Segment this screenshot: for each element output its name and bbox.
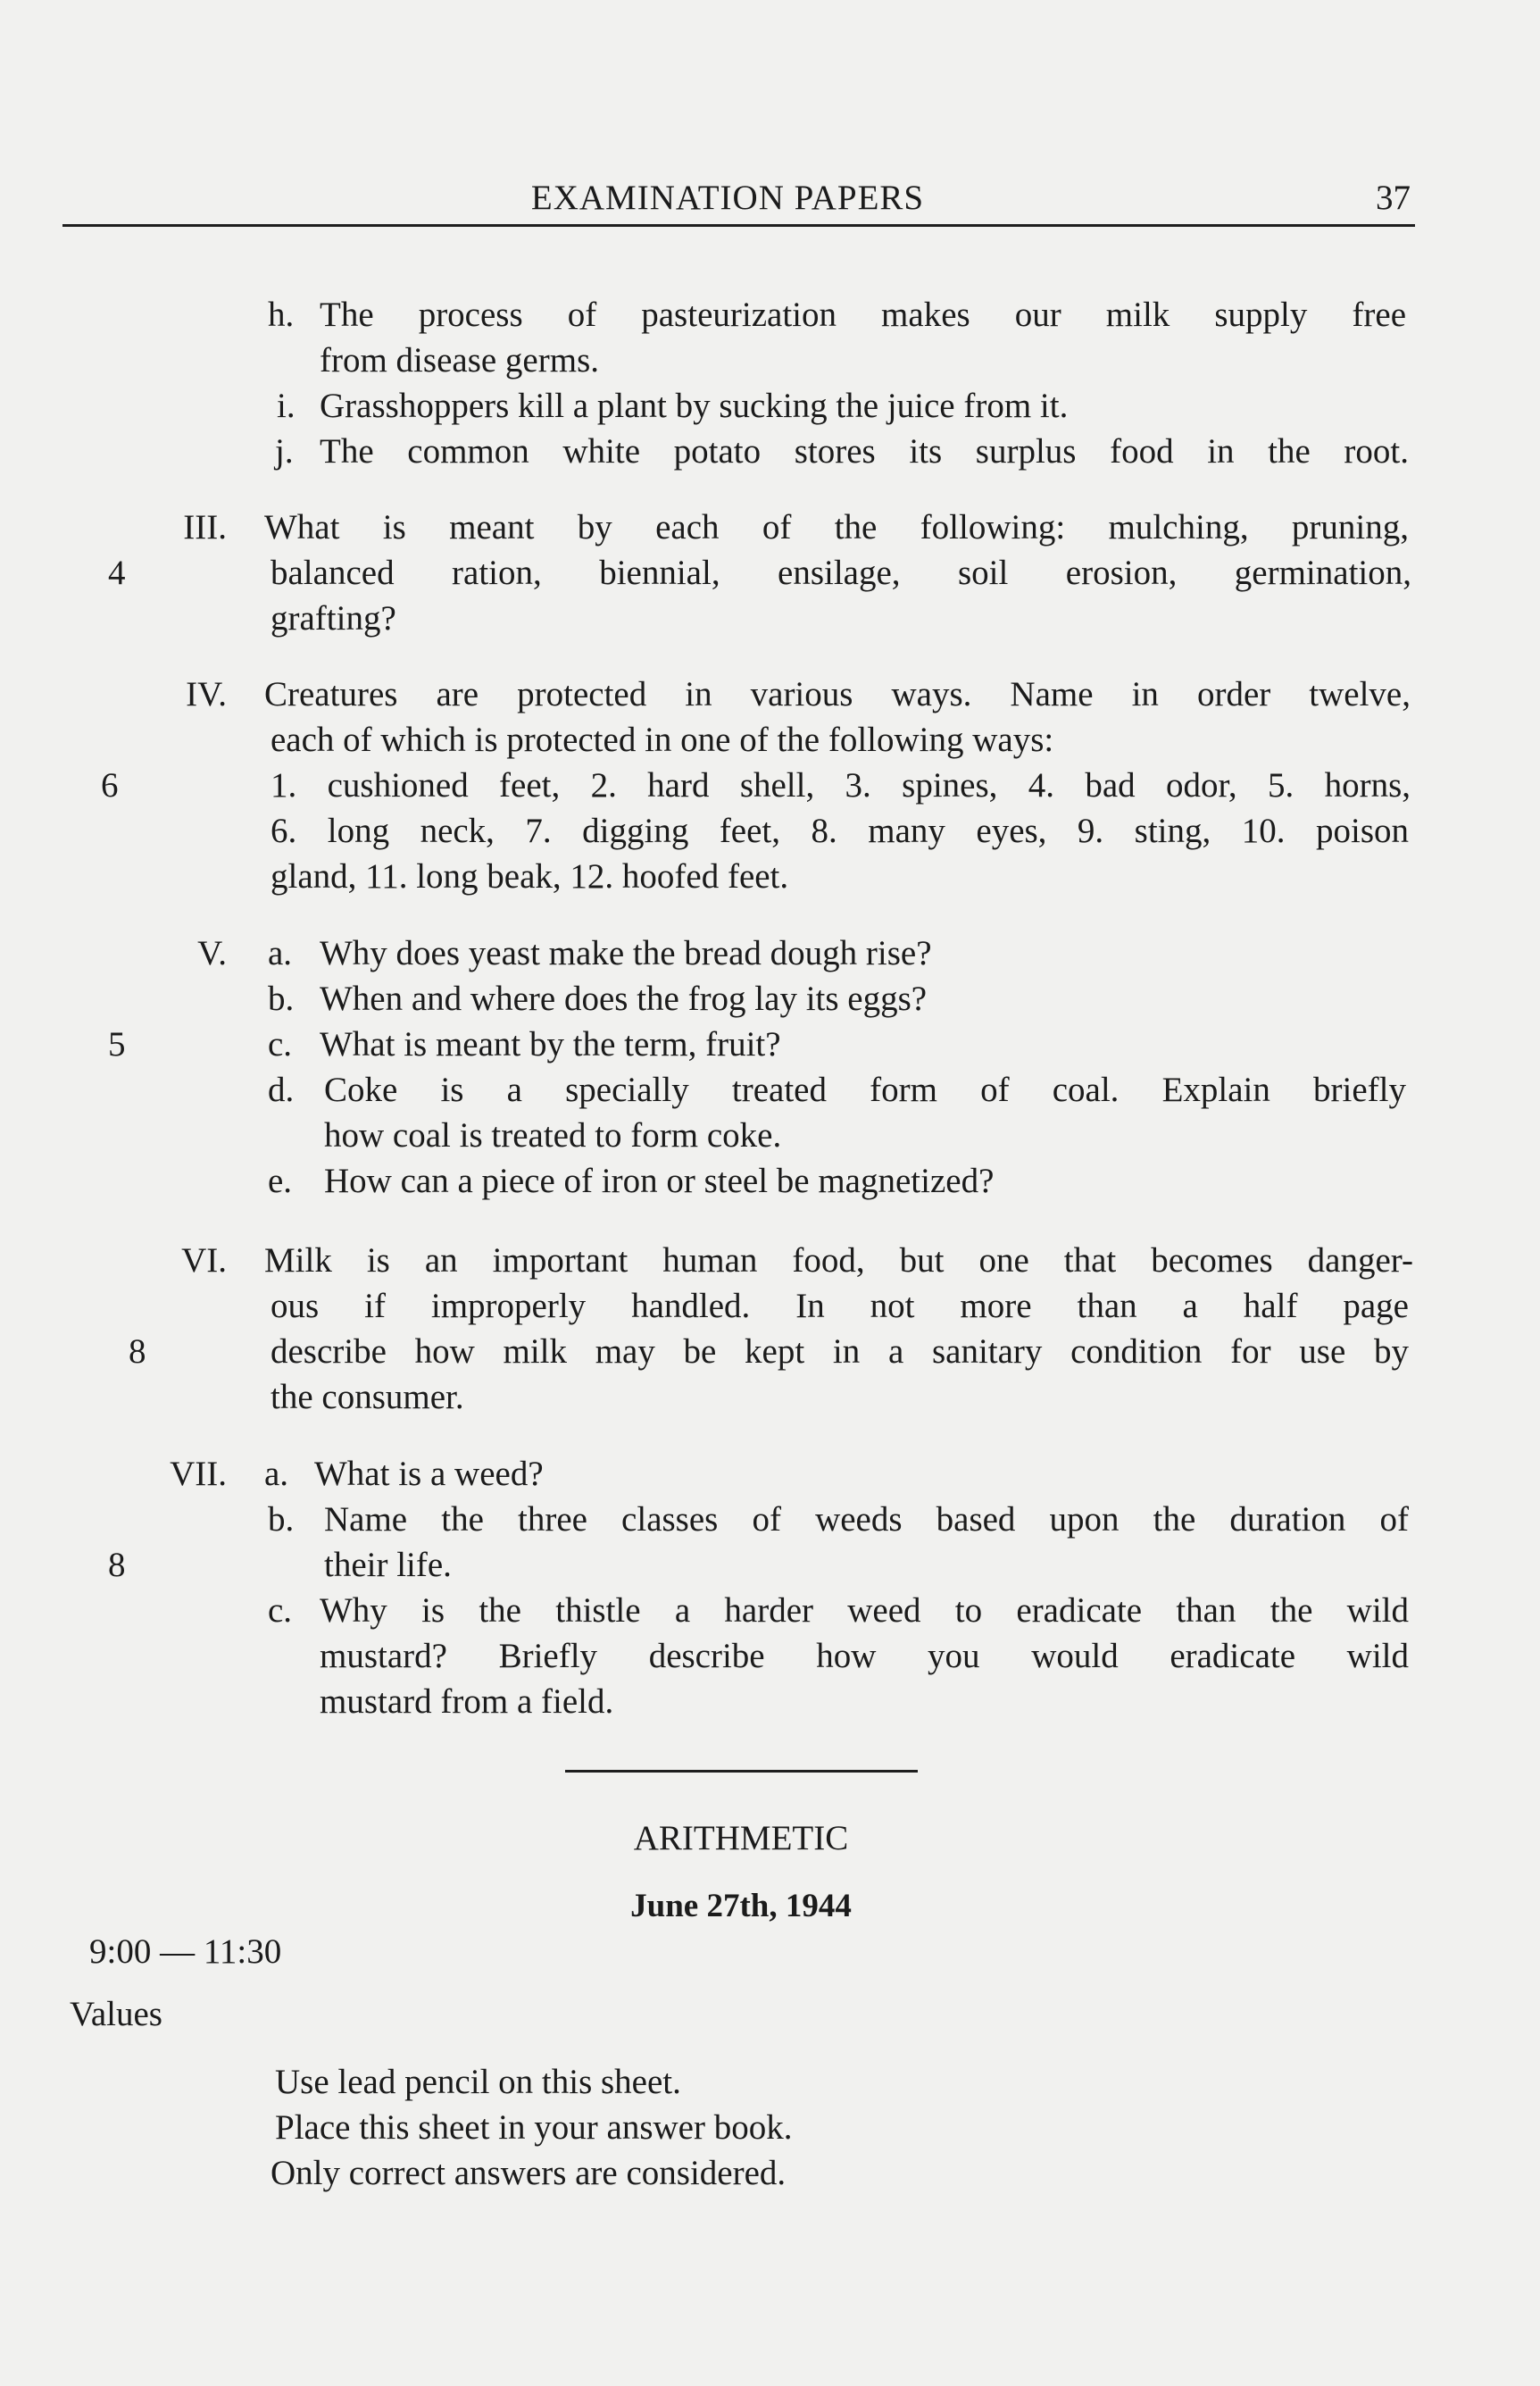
question-6-value: 8 <box>129 1332 146 1371</box>
question-6-line-4: the consumer. <box>271 1378 464 1416</box>
question-7-part-c-text: Why is the thistle a harder weed to eradicate than the wild <box>320 1591 1409 1630</box>
question-4-line-5: gland, 11. long beak, 12. hoofed feet. <box>271 857 789 896</box>
item-j-label: j. <box>275 432 294 471</box>
question-3-line-3: grafting? <box>271 599 396 638</box>
question-7-part-b-label: b. <box>268 1500 295 1539</box>
question-5-numeral: V. <box>197 934 227 972</box>
item-i-label: i. <box>277 387 296 425</box>
question-7-part-c-text-2: mustard? Briefly describe how you would eradicate wild <box>320 1637 1409 1675</box>
question-6-line-3: describe how milk may be kept in a sanitary condition for use by <box>271 1332 1409 1371</box>
question-7-part-b-text: Name the three classes of weeds based upon the duration of <box>324 1500 1409 1539</box>
question-3-value: 4 <box>108 554 126 592</box>
question-5-part-d-text-2: how coal is treated to form coke. <box>324 1116 782 1155</box>
question-5-part-c-text: What is meant by the term, fruit? <box>320 1025 781 1064</box>
question-5-part-d-text: Coke is a specially treated form of coal. Explain briefly <box>324 1071 1406 1109</box>
section-title: ARITHMETIC <box>633 1819 849 1857</box>
question-5-part-a-text: Why does yeast make the bread dough rise? <box>320 934 932 972</box>
question-3-numeral: III. <box>183 508 227 546</box>
item-i-line-1: Grasshoppers kill a plant by sucking the juice from it. <box>320 387 1069 425</box>
section-divider <box>565 1770 918 1773</box>
question-5-part-d-label: d. <box>268 1071 295 1109</box>
question-7-value: 8 <box>108 1546 126 1584</box>
question-4-line-1: Creatures are protected in various ways. Name in order twelve, <box>264 675 1411 713</box>
question-6-numeral: VI. <box>181 1241 227 1280</box>
question-4-numeral: IV. <box>186 675 227 713</box>
question-5-part-b-label: b. <box>268 980 295 1018</box>
item-h-line-1: The process of pasteurization makes our milk supply free <box>320 296 1406 334</box>
question-3-line-2: balanced ration, biennial, ensilage, soil erosion, germination, <box>271 554 1411 592</box>
question-5-part-a-label: a. <box>268 934 293 972</box>
instruction-line-2: Place this sheet in your answer book. <box>275 2108 793 2147</box>
running-header-title: EXAMINATION PAPERS <box>530 179 925 217</box>
question-4-line-2: each of which is protected in one of the following ways: <box>271 721 1054 759</box>
page-number: 37 <box>1376 179 1411 217</box>
item-h-line-2: from disease germs. <box>320 341 599 380</box>
question-7-part-c-label: c. <box>268 1591 293 1630</box>
item-h-label: h. <box>268 296 295 334</box>
section-date: June 27th, 1944 <box>630 1888 852 1924</box>
question-6-line-1: Milk is an important human food, but one that becomes danger- <box>264 1241 1413 1280</box>
question-4-line-3: 1. cushioned feet, 2. hard shell, 3. spines, 4. bad odor, 5. horns, <box>271 766 1411 805</box>
question-4-value: 6 <box>101 766 119 805</box>
question-5-value: 5 <box>108 1025 126 1064</box>
exam-time: 9:00 — 11:30 <box>89 1932 282 1971</box>
header-rule <box>62 224 1415 227</box>
instruction-line-1: Use lead pencil on this sheet. <box>275 2063 681 2101</box>
question-4-line-4: 6. long neck, 7. digging feet, 8. many eyes, 9. sting, 10. poison <box>271 812 1409 850</box>
question-7-part-a-label: a. <box>264 1455 289 1493</box>
question-5-part-e-label: e. <box>268 1162 293 1200</box>
question-7-part-b-text-2: their life. <box>324 1546 452 1584</box>
question-5-part-e-text: How can a piece of iron or steel be magnetized? <box>324 1162 995 1200</box>
instruction-line-3: Only correct answers are considered. <box>271 2154 787 2192</box>
question-6-line-2: ous if improperly handled. In not more than a half page <box>271 1287 1409 1325</box>
values-label: Values <box>70 1995 162 2033</box>
question-7-part-a-text: What is a weed? <box>314 1455 544 1493</box>
question-3-line-1: What is meant by each of the following: mulching, pruning, <box>264 508 1409 546</box>
question-7-part-c-text-3: mustard from a field. <box>320 1682 614 1721</box>
question-5-part-c-label: c. <box>268 1025 293 1064</box>
question-5-part-b-text: When and where does the frog lay its eggs? <box>320 980 928 1018</box>
item-j-line-1: The common white potato stores its surplus food in the root. <box>320 432 1409 471</box>
question-7-numeral: VII. <box>170 1455 227 1493</box>
